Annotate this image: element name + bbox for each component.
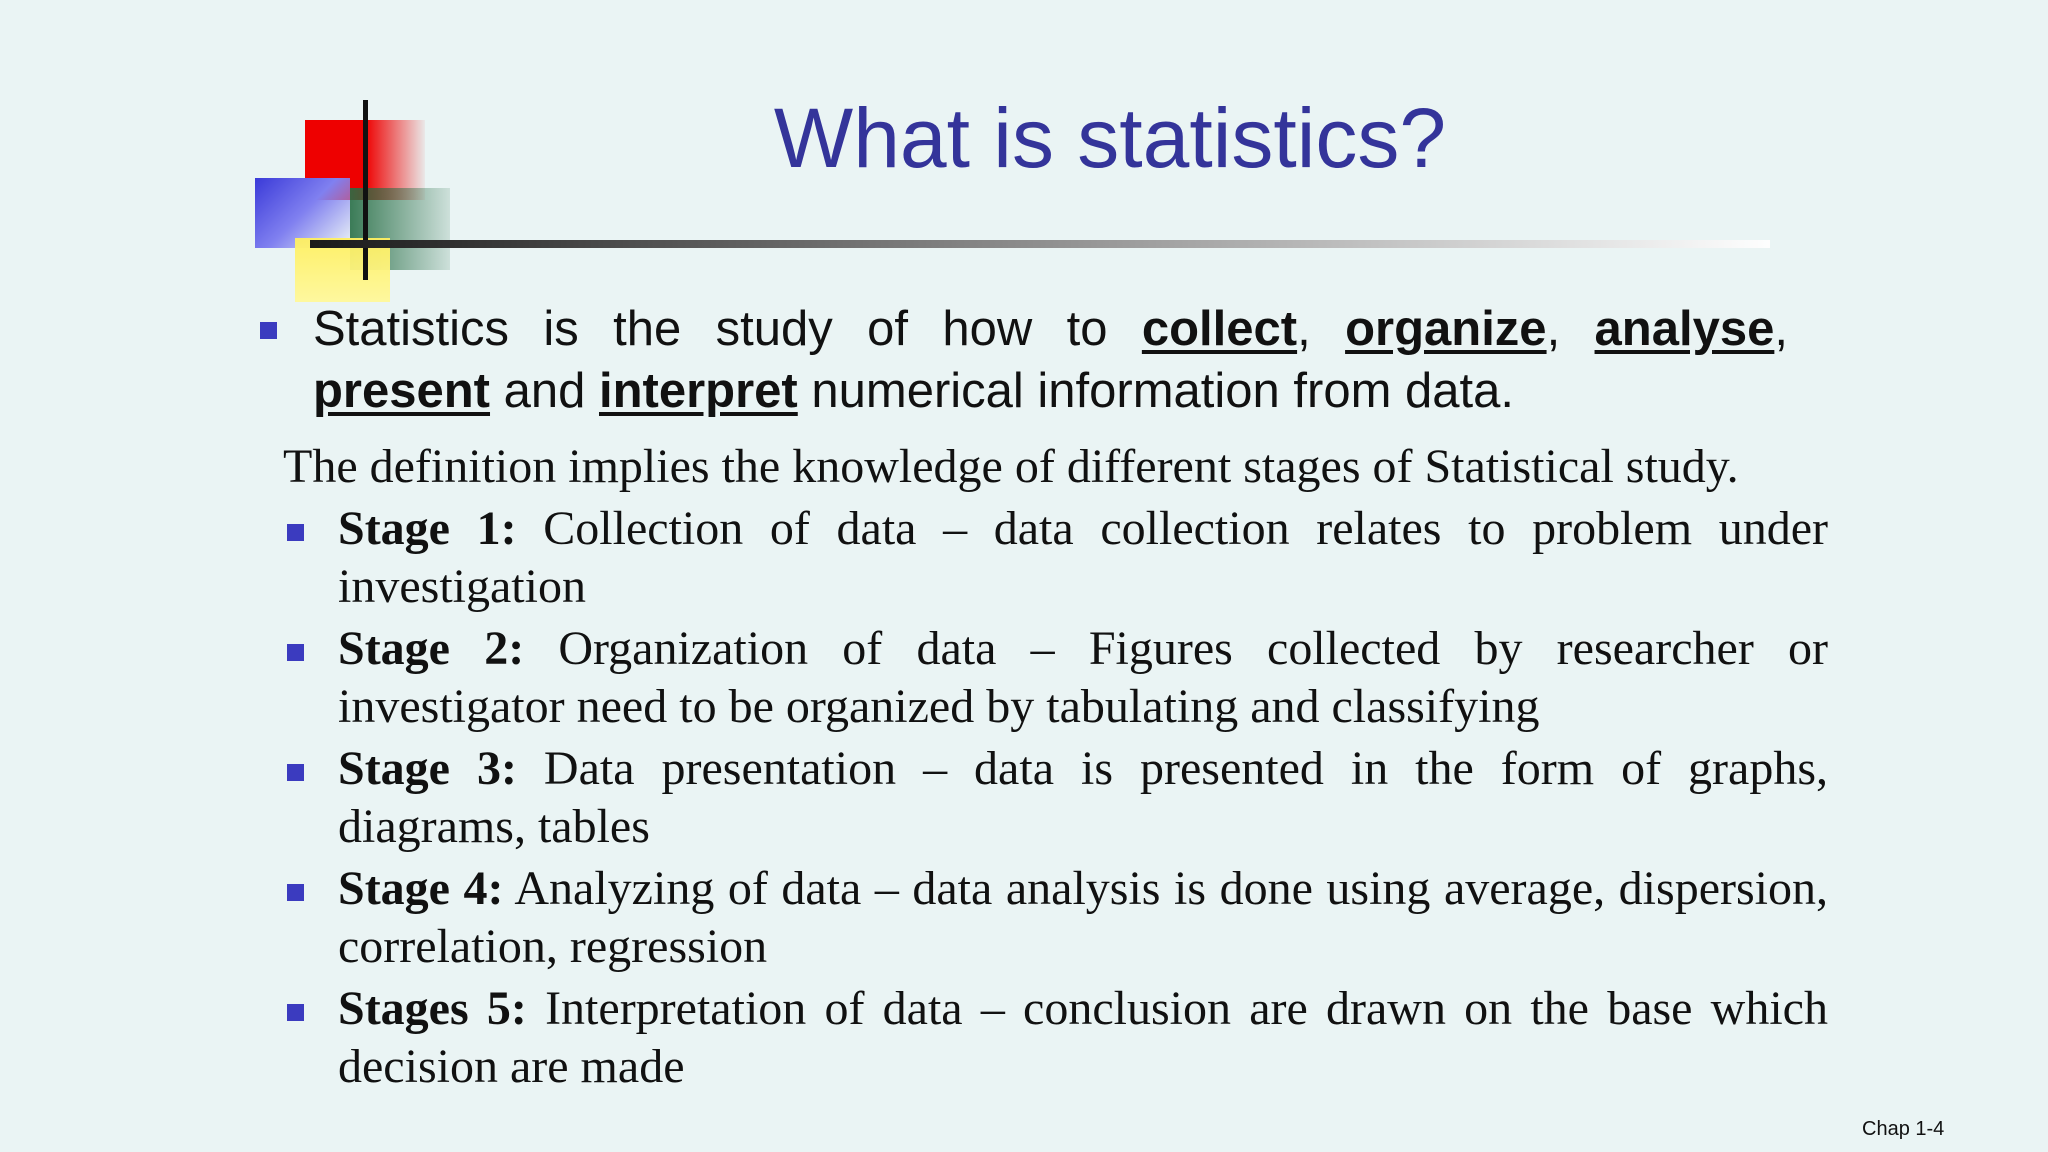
- list-item: [283, 740, 1828, 856]
- definition-text: The definition implies the knowledge of different stages of Statistical study.: [283, 440, 1739, 493]
- stages-list: [283, 500, 1828, 1100]
- intro-sep2: ,: [1546, 302, 1595, 356]
- intro-bullet: [258, 298, 1788, 422]
- stage-label: Stages 5:: [338, 982, 527, 1035]
- stage-label: Stage 2:: [338, 622, 525, 675]
- stage-text: Collection of data – data collection relates to problem under investigation: [338, 502, 1829, 613]
- slide-title: What is statistics?: [773, 91, 1447, 185]
- intro-part3: numerical information from data.: [797, 364, 1515, 418]
- list-item: [283, 860, 1828, 976]
- keyword-collect: collect: [1141, 302, 1298, 356]
- decorative-logo: [255, 100, 455, 300]
- stage-text: Analyzing of data – data analysis is done using average, dispersion, correlation, regression: [338, 862, 1829, 973]
- keyword-organize: organize: [1345, 302, 1547, 356]
- list-item: [283, 620, 1828, 736]
- stage-label: Stage 3:: [338, 742, 517, 795]
- square-bullet-icon: [287, 764, 304, 781]
- square-bullet-icon: [260, 322, 277, 339]
- logo-vertical-line: [363, 100, 368, 280]
- title-divider: [310, 240, 1770, 248]
- keyword-interpret: interpret: [599, 364, 798, 418]
- list-item: [283, 980, 1828, 1096]
- intro-text: [313, 298, 1788, 422]
- stage-text: Organization of data – Figures collected by researcher or investigator need to be organized by tabulating and classifying: [338, 622, 1828, 733]
- stage-text: Data presentation – data is presented in the form of graphs, diagrams, tables: [338, 742, 1828, 853]
- stage-text: Interpretation of data – conclusion are drawn on the base which decision are made: [338, 982, 1828, 1093]
- intro-sep3: ,: [1774, 302, 1788, 356]
- keyword-present: present: [313, 364, 491, 418]
- square-bullet-icon: [287, 644, 304, 661]
- stage-label: Stage 4:: [338, 862, 504, 915]
- intro-part2: and: [490, 364, 599, 418]
- stage-label: Stage 1:: [338, 502, 517, 555]
- square-bullet-icon: [287, 1004, 304, 1021]
- square-bullet-icon: [287, 524, 304, 541]
- intro-part1: Statistics is the study of how to: [313, 302, 1142, 356]
- intro-sep1: ,: [1297, 302, 1346, 356]
- keyword-analyse: analyse: [1594, 302, 1775, 356]
- square-bullet-icon: [287, 884, 304, 901]
- page-footer: Chap 1-4: [1862, 1118, 1945, 1140]
- list-item: [283, 500, 1828, 616]
